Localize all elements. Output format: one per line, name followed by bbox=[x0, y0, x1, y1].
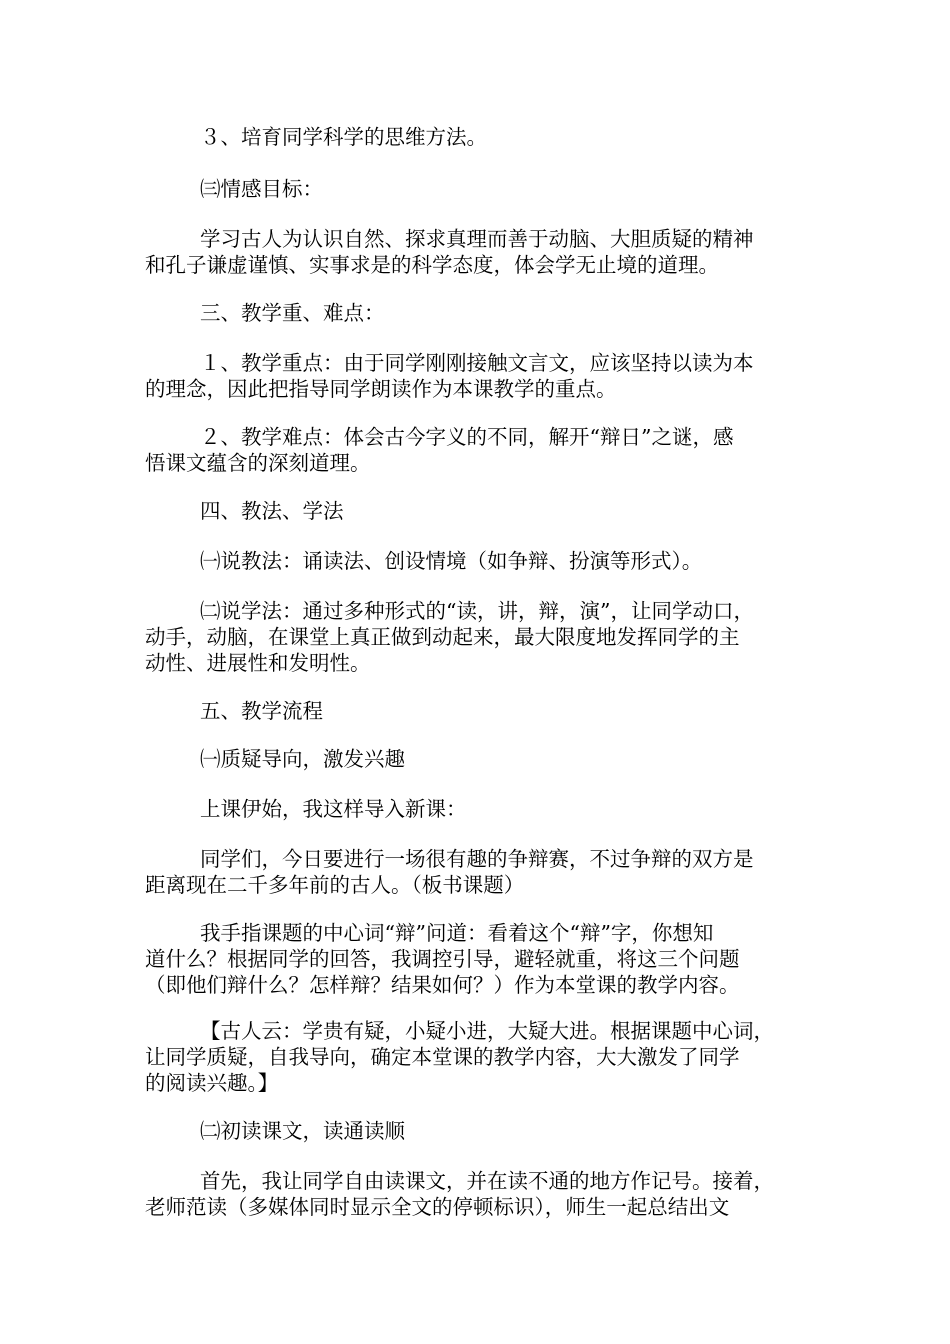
text-line: 道什么？根据同学的回答，我调控引导，避轻就重，将这三个问题 bbox=[145, 947, 740, 971]
paragraph-17 bbox=[145, 1168, 810, 1220]
paragraph-6 bbox=[145, 424, 810, 476]
paragraph-5 bbox=[145, 350, 810, 402]
paragraph-14 bbox=[145, 920, 810, 998]
paragraph-11 bbox=[145, 746, 810, 772]
text-line: 老师范读（多媒体同时显示全文的停顿标识），师生一起总结出文 bbox=[145, 1195, 730, 1219]
paragraph-2 bbox=[145, 176, 810, 202]
paragraph-10 bbox=[145, 698, 810, 724]
text-line: 让同学质疑，自我导向，确定本堂课的教学内容，大大激发了同学 bbox=[145, 1045, 740, 1069]
text-line: 悟课文蕴含的深刻道理。 bbox=[145, 451, 371, 475]
text-line: 的理念，因此把指导同学朗读作为本课教学的重点。 bbox=[145, 377, 617, 401]
text-line: ３、培育同学科学的思维方法。 bbox=[200, 125, 487, 149]
text-line: 同学们，今日要进行一场很有趣的争辩赛，不过争辩的双方是 bbox=[200, 847, 754, 871]
text-line: 和孔子谦虚谨慎、实事求是的科学态度，体会学无止境的道理。 bbox=[145, 253, 719, 277]
text-line: ㈠说教法：诵读法、创设情境（如争辩、扮演等形式）。 bbox=[200, 549, 703, 573]
paragraph-12 bbox=[145, 796, 810, 822]
text-line: 距离现在二千多年前的古人。（板书课题） bbox=[145, 873, 525, 897]
text-line: （即他们辩什么？怎样辩？结果如何？）作为本堂课的教学内容。 bbox=[145, 973, 740, 997]
text-line: 【古人云：学贵有疑，小疑小进，大疑大进。根据课题中心词， bbox=[200, 1019, 774, 1043]
text-line: ２、教学难点：体会古今字义的不同，解开“辩日”之谜，感 bbox=[200, 425, 734, 449]
text-line: 四、教法、学法 bbox=[200, 499, 344, 523]
paragraph-8 bbox=[145, 548, 810, 574]
text-line: 三、教学重、难点： bbox=[200, 301, 385, 325]
paragraph-9 bbox=[145, 598, 810, 676]
paragraph-13 bbox=[145, 846, 810, 898]
text-line: 五、教学流程 bbox=[200, 699, 323, 723]
text-line: 上课伊始，我这样导入新课： bbox=[200, 797, 467, 821]
text-line: ㈡说学法：通过多种形式的“读，讲，辩，演”，让同学动口， bbox=[200, 599, 754, 623]
text-line: 我手指课题的中心词“辩”问道：看着这个“辩”字，你想知 bbox=[200, 921, 714, 945]
text-line: ㈢情感目标： bbox=[200, 177, 323, 201]
text-line: 首先，我让同学自由读课文，并在读不通的地方作记号。接着， bbox=[200, 1169, 774, 1193]
paragraph-16 bbox=[145, 1118, 810, 1144]
text-line: 的阅读兴趣。】 bbox=[145, 1071, 279, 1095]
paragraph-3 bbox=[145, 226, 810, 278]
paragraph-1 bbox=[145, 124, 810, 150]
paragraph-4 bbox=[145, 300, 810, 326]
text-line: 动手，动脑，在课堂上真正做到动起来，最大限度地发挥同学的主 bbox=[145, 625, 740, 649]
text-line: 动性、进展性和发明性。 bbox=[145, 651, 371, 675]
paragraph-7 bbox=[145, 498, 810, 524]
text-line: １、教学重点：由于同学刚刚接触文言文，应该坚持以读为本 bbox=[200, 351, 754, 375]
text-line: ㈡初读课文，读通读顺 bbox=[200, 1119, 405, 1143]
paragraph-15 bbox=[145, 1018, 810, 1096]
text-line: 学习古人为认识自然、探求真理而善于动脑、大胆质疑的精神 bbox=[200, 227, 754, 251]
text-line: ㈠质疑导向，激发兴趣 bbox=[200, 747, 405, 771]
